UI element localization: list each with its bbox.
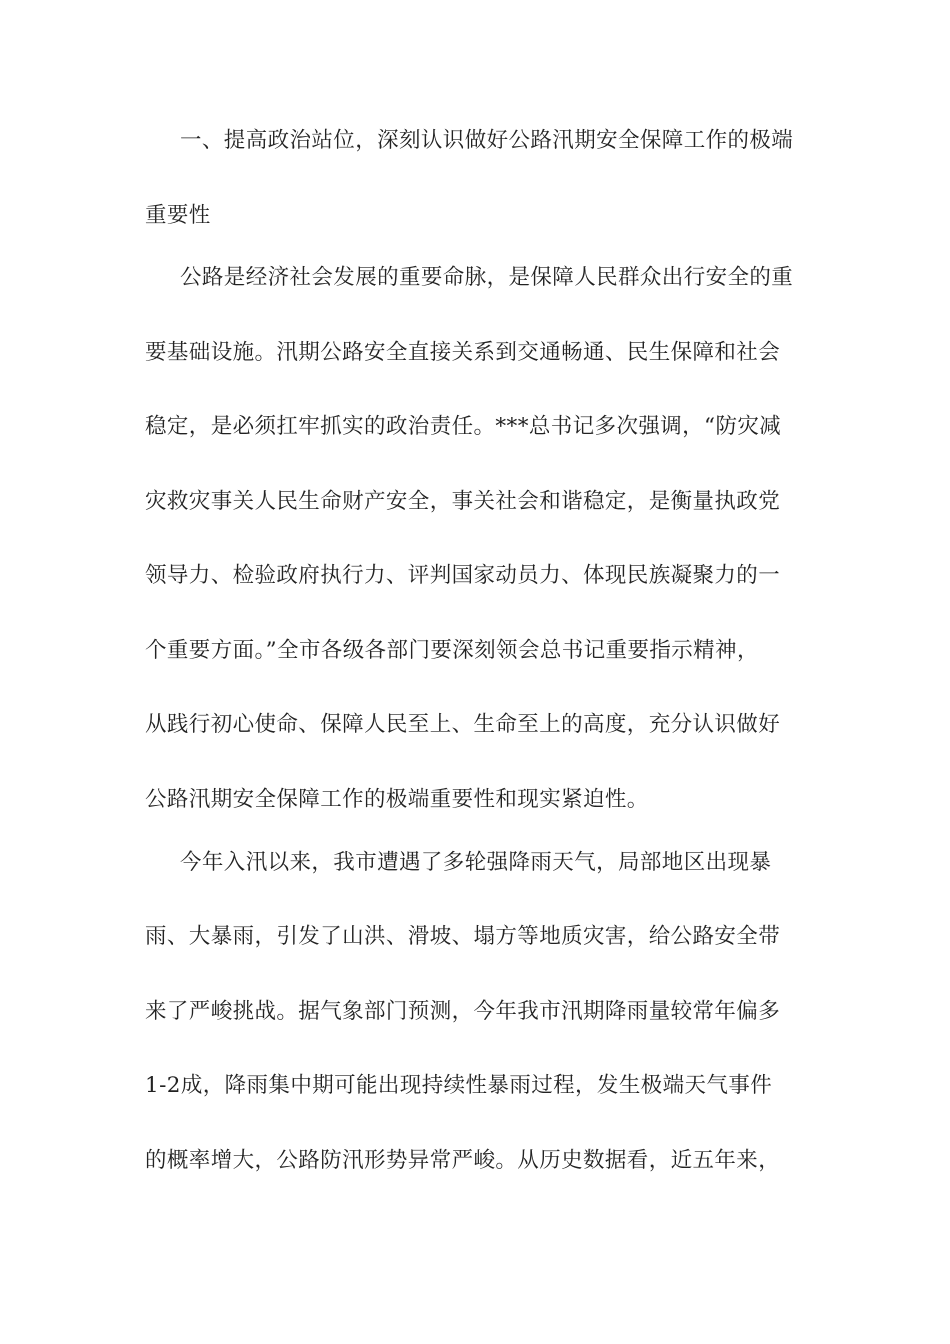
paragraph-2-line-4: 1-2成，降雨集中期可能出现持续性暴雨过程，发生极端天气事件	[145, 1073, 773, 1098]
paragraph-2-line-1: 今年入汛以来，我市遭遇了多轮强降雨天气，局部地区出现暴	[180, 850, 772, 875]
paragraph-1-line-7: 从践行初心使命、保障人民至上、生命至上的高度，充分认识做好	[145, 712, 781, 737]
paragraph-2-line-2: 雨、大暴雨，引发了山洪、滑坡、塌方等地质灾害，给公路安全带	[145, 924, 781, 949]
paragraph-1-line-4: 灾救灾事关人民生命财产安全，事关社会和谐稳定，是衡量执政党	[145, 489, 781, 514]
section-heading-line-1: 一、提高政治站位，深刻认识做好公路汛期安全保障工作的极端	[180, 128, 794, 153]
paragraph-2-line-3: 来了严峻挑战。据气象部门预测，今年我市汛期降雨量较常年偏多	[145, 999, 781, 1024]
paragraph-1-line-3: 稳定，是必须扛牢抓实的政治责任。***总书记多次强调，“防灾减	[145, 414, 782, 439]
paragraph-1-line-8: 公路汛期安全保障工作的极端重要性和现实紧迫性。	[145, 787, 649, 812]
paragraph-1-line-1: 公路是经济社会发展的重要命脉，是保障人民群众出行安全的重	[180, 265, 794, 290]
paragraph-2-line-5: 的概率增大，公路防汛形势异常严峻。从历史数据看，近五年来，	[145, 1148, 781, 1173]
paragraph-1-line-5: 领导力、检验政府执行力、评判国家动员力、体现民族凝聚力的一	[145, 563, 781, 588]
paragraph-1-line-6: 个重要方面。”全市各级各部门要深刻领会总书记重要指示精神，	[145, 638, 759, 663]
section-heading-line-2: 重要性	[145, 203, 211, 228]
paragraph-1-line-2: 要基础设施。汛期公路安全直接关系到交通畅通、民生保障和社会	[145, 340, 781, 365]
